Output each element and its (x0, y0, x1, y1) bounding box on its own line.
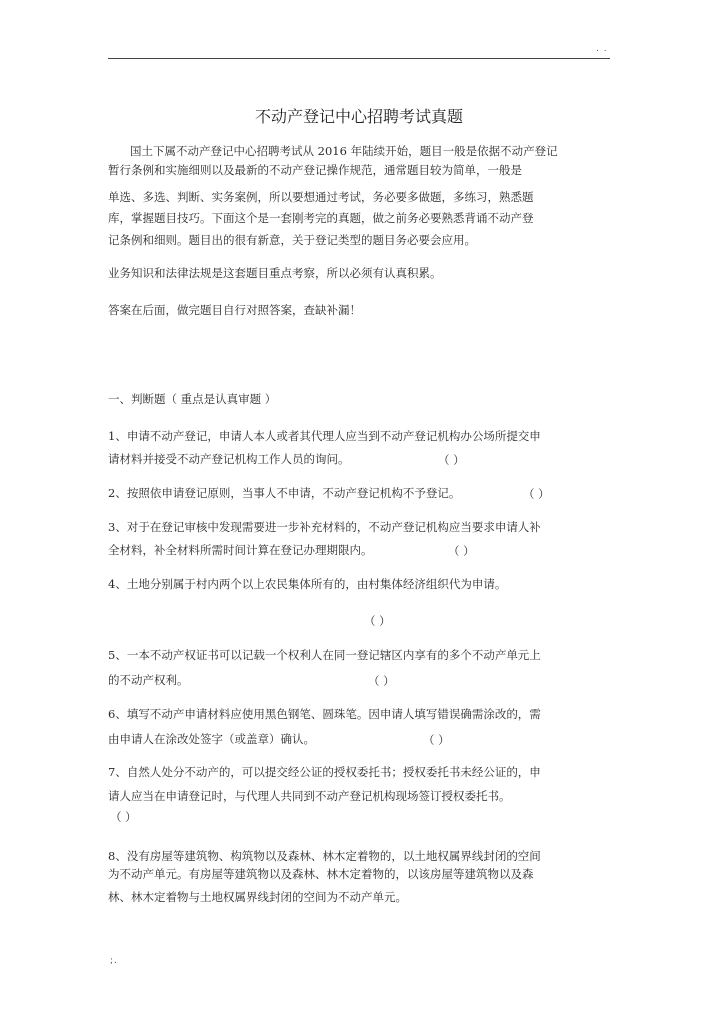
question-1-line-2: 请材料并接受不动产登记机构工作人员的询问。 (108, 452, 350, 466)
question-8-line-2: 为不动产单元。有房屋等建筑物以及森林、林木定着物的，以该房屋等建筑物以及森 (108, 867, 534, 881)
header-rule (108, 58, 610, 59)
question-2-answer-blank: （ ） (523, 487, 550, 501)
question-3-answer-blank: （ ） (448, 544, 475, 558)
intro-line-2: 暂行条例和实施细则以及最新的不动产登记操作规范，通常题目较为简单，一般是 (108, 163, 522, 177)
footer-dots: ;. (110, 956, 118, 966)
question-7-line-2: 请人应当在申请登记时，与代理人共同到不动产登记机构现场签订授权委托书。 (108, 789, 511, 803)
question-5-line-2: 的不动产权利。 (108, 673, 189, 687)
question-3-line-2: 全材料，补全材料所需时间计算在登记办理期限内。 (108, 543, 373, 557)
question-6-line-1: 6、填写不动产申请材料应使用黑色钢笔、圆珠笔。因申请人填写错误确需涂改的，需 (108, 707, 541, 721)
question-5-line-1: 5、一本不动产权证书可以记载一个权利人在同一登记辖区内享有的多个不动产单元上 (108, 648, 541, 662)
header-dots: . . (596, 44, 608, 54)
page-title: 不动产登记中心招聘考试真题 (254, 107, 463, 126)
intro-note-1: 业务知识和法律法规是这套题目重点考察，所以必须有认真积累。 (108, 266, 442, 280)
question-1-line-1: 1、申请不动产登记，申请人本人或者其代理人应当到不动产登记机构办公场所提交申 (108, 429, 541, 443)
question-2-line-1: 2、按照依申请登记原则，当事人不申请，不动产登记机构不予登记。 (108, 486, 461, 500)
question-7-line-1: 7、自然人处分不动产的，可以提交经公证的授权委托书；授权委托书未经公证的，申 (108, 765, 541, 779)
question-4-line-1: 4、土地分别属于村内两个以上农民集体所有的，由村集体经济组织代为申请。 (108, 577, 507, 591)
intro-line-5: 记条例和细则。题目出的很有新意，关于登记类型的题目务必要会应用。 (108, 233, 476, 247)
question-8-line-1: 8、没有房屋等建筑物、构筑物以及森林、林木定着物的，以土地权属界线封闭的空间 (108, 849, 541, 863)
question-5-answer-blank: （ ） (368, 674, 395, 688)
question-6-answer-blank: （ ） (423, 733, 450, 747)
question-7-answer-blank: （ ） (110, 810, 137, 824)
question-4-answer-blank: （ ） (364, 614, 391, 628)
intro-line-3: 单选、多选、判断、实务案例，所以要想通过考试，务必要多做题，多练习，熟悉题 (108, 190, 534, 204)
question-3-line-1: 3、对于在登记审核中发现需要进一步补充材料的，不动产登记机构应当要求申请人补 (108, 520, 541, 534)
question-1-answer-blank: （ ） (438, 453, 465, 467)
intro-line-1: 国土下属不动产登记中心招聘考试从 2016 年陆续开始，题目一般是依据不动产登记 (130, 144, 558, 158)
question-8-line-3: 林、林木定着物与土地权属界线封闭的空间为不动产单元。 (108, 890, 407, 904)
intro-line-4: 库，掌握题目技巧。下面这个是一套刚考完的真题，做之前务必要熟悉背诵不动产登 (108, 211, 534, 225)
intro-note-2: 答案在后面，做完题目自行对照答案，查缺补漏！ (108, 303, 361, 317)
section-heading: 一、判断题（ 重点是认真审题 ） (108, 392, 277, 406)
question-6-line-2: 由申请人在涂改处签字（或盖章）确认。 (108, 732, 315, 746)
